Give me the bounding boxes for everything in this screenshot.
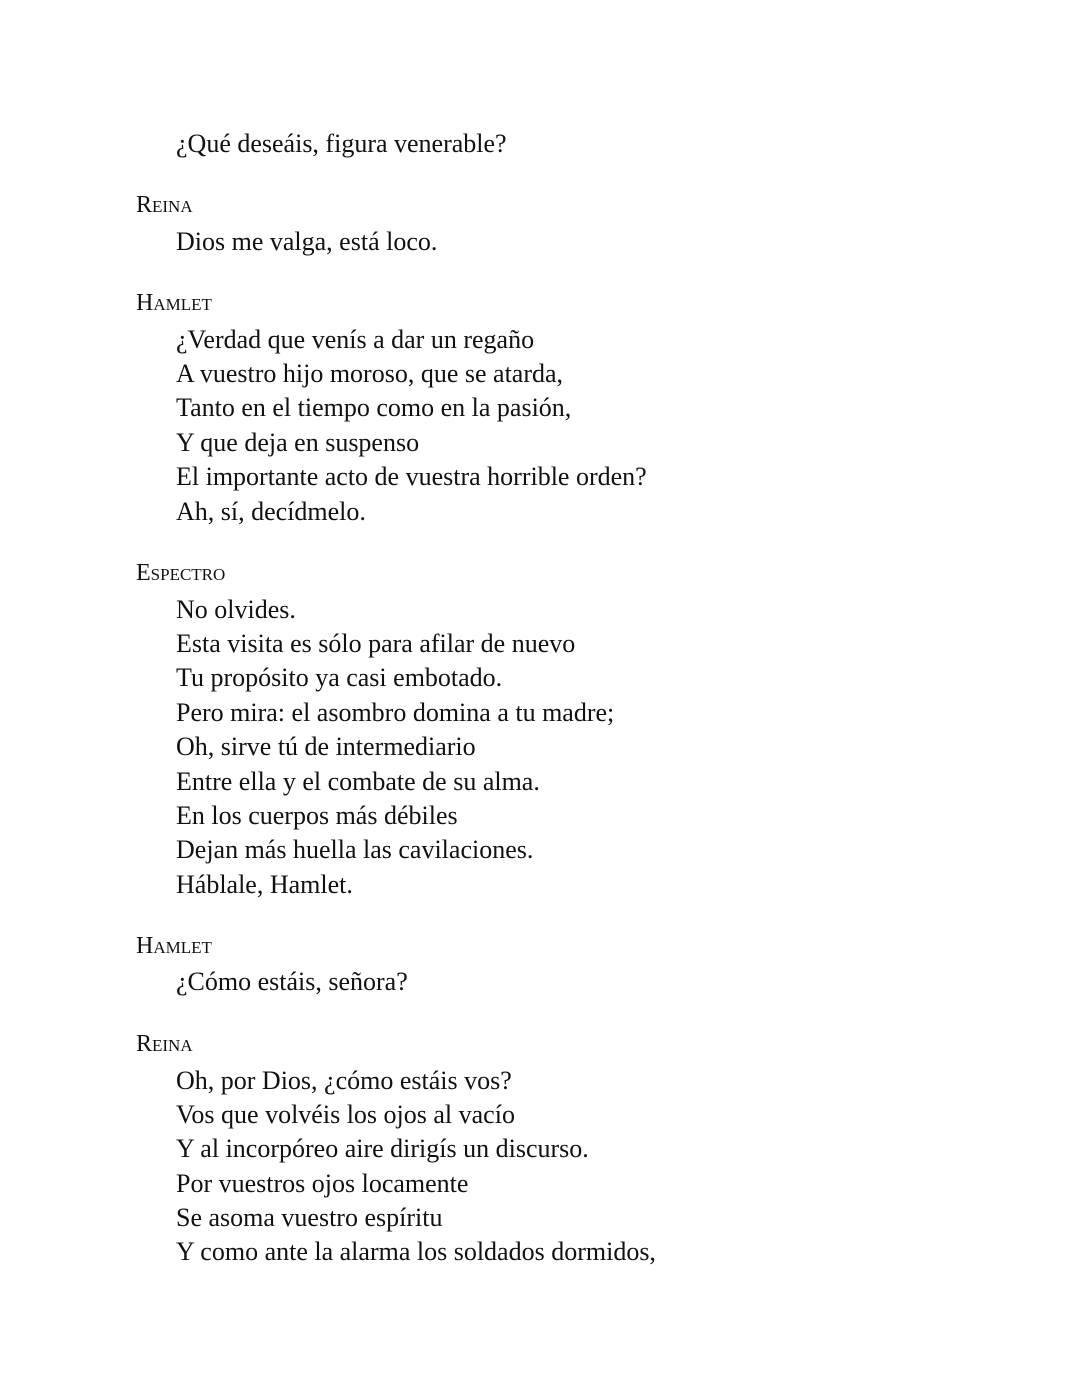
speaker-name: Reina [136,192,193,218]
verse-line: ¿Verdad que venís a dar un regaño [176,325,535,354]
verse-line: Se asoma vuestro espíritu [176,1203,443,1232]
verse-line: Oh, sirve tú de intermediario [176,732,476,761]
verse-line: Vos que volvéis los ojos al vacío [176,1100,515,1129]
verse-line: Y al incorpóreo aire dirigís un discurso. [176,1134,589,1163]
verse-line: Tanto en el tiempo como en la pasión, [176,393,572,422]
verse-line: Dejan más huella las cavilaciones. [176,835,534,864]
speaker-name: Hamlet [136,933,212,959]
verse-line: En los cuerpos más débiles [176,801,458,830]
verse-line: Y que deja en suspenso [176,428,420,457]
verse-line: Oh, por Dios, ¿cómo estáis vos? [176,1066,512,1095]
speaker-name: Reina [136,1031,193,1057]
verse-line: Entre ella y el combate de su alma. [176,767,540,796]
verse-line: El importante acto de vuestra horrible orden? [176,462,647,491]
verse-line: Háblale, Hamlet. [176,870,353,899]
verse-line: Y como ante la alarma los soldados dormidos, [176,1237,656,1266]
speaker-name: Hamlet [136,290,212,316]
verse-line: No olvides. [176,595,296,624]
verse-line: A vuestro hijo moroso, que se atarda, [176,359,564,388]
verse-line: Esta visita es sólo para afilar de nuevo [176,629,576,658]
verse-line: Pero mira: el asombro domina a tu madre; [176,698,615,727]
verse-line: ¿Cómo estáis, señora? [176,967,408,996]
verse-line: Ah, sí, decídmelo. [176,497,366,526]
verse-line: ¿Qué deseáis, figura venerable? [176,129,507,158]
speaker-name: Espectro [136,560,226,586]
verse-line: Tu propósito ya casi embotado. [176,663,503,692]
verse-line: Por vuestros ojos locamente [176,1169,469,1198]
verse-line: Dios me valga, está loco. [176,227,438,256]
